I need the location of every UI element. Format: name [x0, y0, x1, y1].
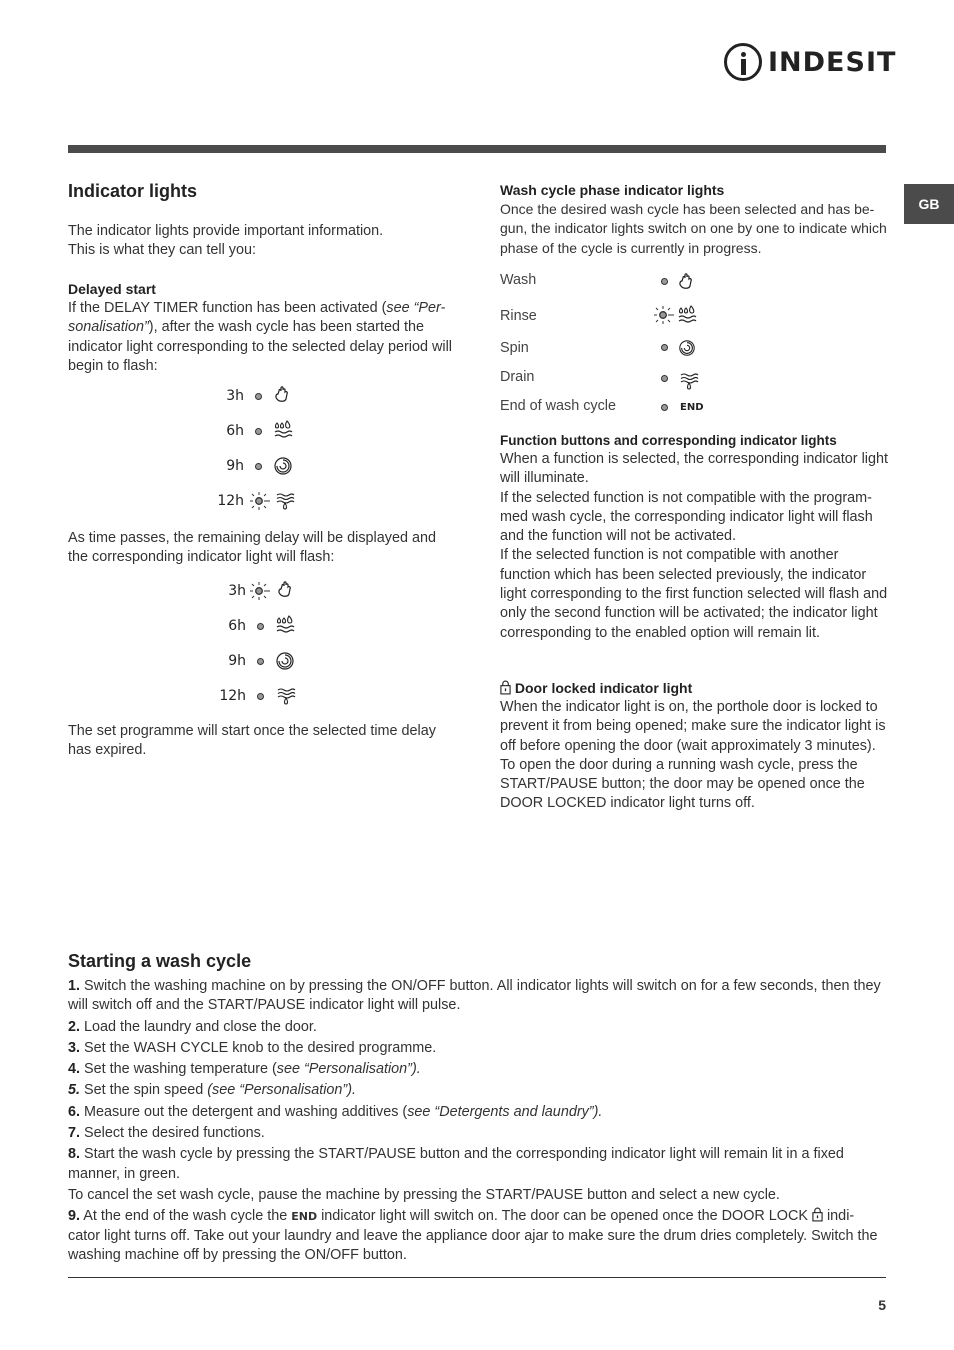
step-4: 4. Set the washing temperature (see “Personalisation”). [68, 1061, 421, 1078]
delay-label: 9h [228, 653, 246, 669]
delay-label: 3h [226, 388, 244, 404]
indicator-led [255, 428, 262, 435]
footer-rule [68, 1277, 886, 1278]
door-locked-text: When the indicator light is on, the porthole door is locked to prevent it from being opened; make sure the indicator light is off before opening the door (wait approximately 3 minutes). To open the door during a running wash cycle, press the START/PAUSE button; the door may be opened once the DOOR LOCKED indicator light turns off. [500, 699, 886, 812]
phase-label-rinse: Rinse [500, 308, 537, 324]
step-3: 3. Set the WASH CYCLE knob to the desired programme. [68, 1039, 437, 1056]
indicator-led [661, 278, 668, 285]
starting-steps [68, 977, 886, 1265]
phase-label-spin: Spin [500, 340, 529, 356]
rinse-icon [272, 419, 294, 441]
delay-indicator-table-2 [214, 579, 314, 709]
function-text: When a function is selected, the corresponding indicator light will illuminate. If the selected function is not compatible with the program-med wash cycle, the corresponding indicator light will flash and the function will not be activated. If the selected function is not compatible with another function which has been selected previously, the indicator light corresponding to the first function selected will flash and only the second function will be activated; the indicator light corresponding to the enabled option will remain lit. [500, 451, 888, 641]
door-locked-title: Door locked indicator light [500, 679, 692, 698]
delay-indicator-table-1 [212, 384, 312, 514]
indicator-led [255, 463, 262, 470]
delay-label: 6h [228, 618, 246, 634]
spin-icon [273, 456, 293, 476]
wash-icon [272, 384, 292, 406]
indicator-led [257, 623, 264, 630]
rinse-icon [274, 614, 296, 636]
step-9: 9. At the end of the wash cycle the END indicator light will switch on. The door can be opened once the DOOR LOCK indi-cator light turns off. Take out your laundry and leave the appliance door ajar to make sure the drum dries completely. Switch the washing machine off by pressing the ON/OFF button. [68, 1208, 878, 1263]
delay-label: 12h [219, 688, 246, 704]
starting-title: Starting a wash cycle [68, 951, 252, 971]
step-6: 6. Measure out the detergent and washing additives (see “Detergents and laundry”). [68, 1103, 603, 1120]
phase-text: Once the desired wash cycle has been selected and has be-gun, the indicator lights switch on one by one to indicate which phase of the cycle is currently in progress. [500, 201, 887, 256]
phase-label-end: End of wash cycle [500, 398, 616, 414]
flashing-led-icon [248, 581, 278, 601]
drain-icon [275, 490, 295, 512]
delayed-start-text: If the DELAY TIMER function has been activated (see “Per-sonalisation”), after the wash cycle has been started the indicator light corresponding to the selected delay period will begin to flash: [68, 300, 452, 374]
phase-indicator-table [500, 268, 720, 428]
phase-label-drain: Drain [500, 369, 535, 385]
indicator-led [661, 344, 668, 351]
spin-icon [275, 651, 295, 671]
delay-label: 9h [226, 458, 244, 474]
indicator-led [255, 393, 262, 400]
phase-title: Wash cycle phase indicator lights [500, 182, 725, 198]
wash-icon [676, 271, 696, 293]
indicator-led [661, 404, 668, 411]
logo-i-icon [724, 43, 762, 81]
indicator-led [257, 693, 264, 700]
phase-label-wash: Wash [500, 272, 537, 288]
indesit-logo [724, 40, 896, 84]
indicator-lights-title: Indicator lights [68, 181, 198, 201]
indicator-intro: The indicator lights provide important information. This is what they can tell you: [68, 223, 384, 259]
lock-icon [500, 680, 511, 695]
end-label: END [680, 402, 704, 413]
step-8: 8. Start the wash cycle by pressing the START/PAUSE button and the corresponding indicator light will remain lit in a fixed manner, in green. [68, 1146, 844, 1182]
language-tab: GB [904, 184, 954, 224]
logo-text: INDESIT [768, 46, 897, 78]
lock-icon [812, 1207, 823, 1222]
delay-label: 3h [228, 583, 246, 599]
page-number: 5 [878, 1297, 886, 1313]
header-rule [68, 145, 886, 153]
set-programme-text: The set programme will start once the selected time delay has expired. [68, 723, 436, 759]
wash-icon [275, 579, 295, 601]
delay-label: 12h [217, 493, 244, 509]
cancel-note: To cancel the set wash cycle, pause the machine by pressing the START/PAUSE button and select a new cycle. [68, 1186, 780, 1203]
step-1: 1. Switch the washing machine on by pressing the ON/OFF button. All indicator lights will switch on for a few seconds, then they will switch off and the START/PAUSE indicator light will pulse. [68, 978, 881, 1014]
delayed-start-title: Delayed start [68, 281, 156, 297]
flashing-led-icon [248, 491, 278, 511]
step-2: 2. Load the laundry and close the door. [68, 1018, 317, 1035]
delay-label: 6h [226, 423, 244, 439]
indicator-led [257, 658, 264, 665]
drain-icon [276, 685, 296, 707]
end-inline-label: END [291, 1210, 318, 1224]
function-title: Function buttons and corresponding indicator lights [500, 433, 837, 448]
step-5: 5. Set the spin speed (see “Personalisation”). [68, 1082, 356, 1099]
drain-icon [679, 370, 699, 392]
rinse-icon [676, 304, 698, 326]
spin-icon [678, 339, 696, 357]
step-7: 7. Select the desired functions. [68, 1125, 265, 1142]
indicator-led [661, 375, 668, 382]
time-passes-text: As time passes, the remaining delay will be displayed and the corresponding indicator light will flash: [68, 530, 436, 566]
